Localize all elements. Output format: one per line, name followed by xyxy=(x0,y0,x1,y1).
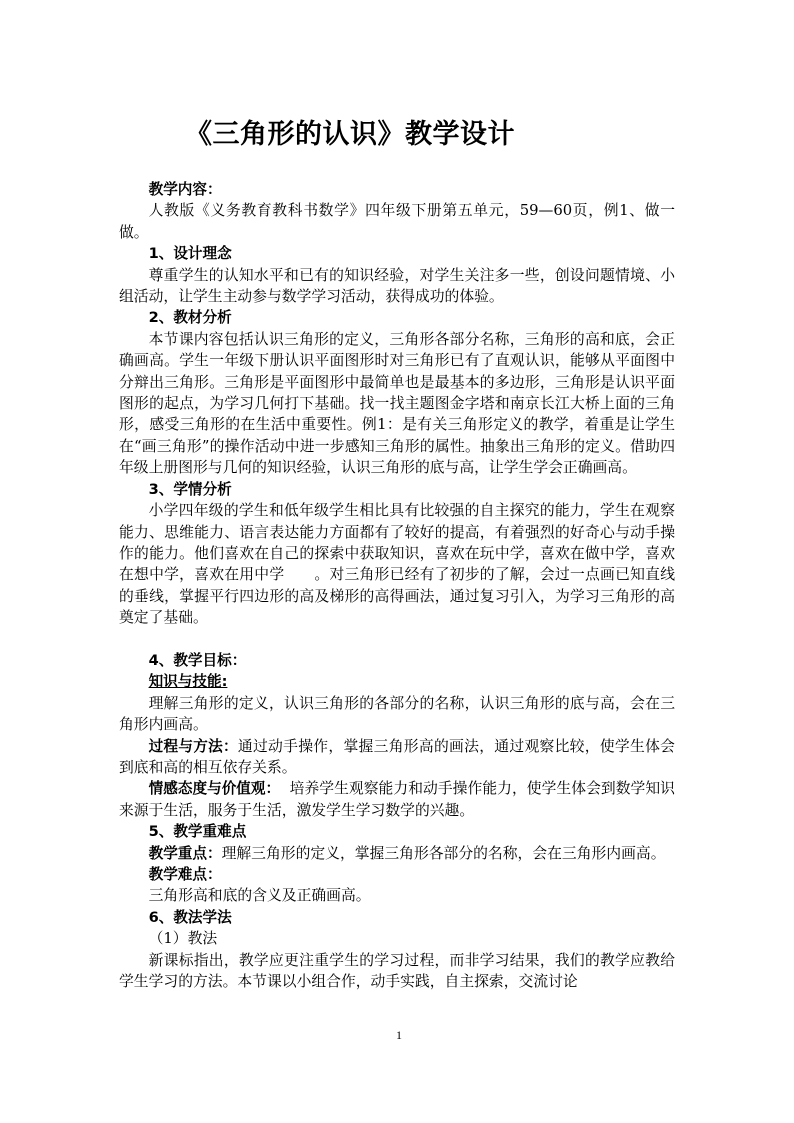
document-title: 《三角形的认识》教学设计 xyxy=(185,119,515,150)
section-text-concept: 尊重学生的认知水平和已有的知识经验，对学生关注多一些，创设问题情境、小组活动，让学生主动参与数学学习活动，获得成功的体验。 xyxy=(119,266,675,306)
goal-process xyxy=(119,736,675,779)
goal-knowledge-heading: 知识与技能: xyxy=(148,673,228,691)
keypoint-difficult-text: 三角形高和底的含义及正确画高。 xyxy=(148,887,371,905)
section-heading-goals: 4、教学目标： xyxy=(148,651,247,669)
section-heading-content: 教学内容： xyxy=(148,181,222,198)
section-heading-material: 2、教材分析 xyxy=(148,309,232,327)
section-text-material: 本节课内容包括认识三角形的定义，三角形各部分名称，三角形的高和底，会正确画高。学生一年级下册认识平面图形时对三角形已有了直观认识，能够从平面图中分辩出三角形。三角形是平面图形中最简单也是最基本的多边形，三角形是认识平面图形的起点，为学习几何打下基础。找一找主题图金字塔和南京长江大桥上面的三角形，感受三角形的在生活中重要性。例1：是有关三角形定义的教学，着重是让学生在“画三角形”的操作活动中进一步感知三角形的属性。抽象出三角形的定义。借助四年级上册图形与几何的知识经验，认识三角形的底与高，让学生学会正确画高。 xyxy=(119,330,675,477)
section-heading-keypoints: 5、教学重难点 xyxy=(148,823,247,841)
goal-emotion-text: 培养学生观察能力和动手操作能力，使学生体会到数学知识来源于生活，服务于生活，激发学生学习数学的兴趣。 xyxy=(119,780,675,819)
goal-emotion xyxy=(119,778,675,821)
goal-emotion-heading: 情感态度与价值观： xyxy=(148,780,281,798)
keypoint-key xyxy=(119,843,675,864)
goal-knowledge-text: 理解三角形的定义，认识三角形的各部分的名称，认识三角形的底与高，会在三角形内画高。 xyxy=(119,694,675,734)
keypoint-key-heading: 教学重点： xyxy=(148,844,222,862)
section-text-students: 小学四年级的学生和低年级学生相比具有比较强的自主探究的能力，学生在观察能力、思维能力、语言表达能力方面都有了较好的提高，有着强烈的好奇心与动手操作的能力。他们喜欢在自己的探索中获取知识，喜欢在玩中学，喜欢在做中学，喜欢在想中学，喜欢在用中学 。对三角形已经有了初步的了解，会过一点画已知直线的垂线，掌握平行四边形的高及梯形的高得画法，通过复习引入，为学习三角形的高奠定了基础。 xyxy=(119,502,675,627)
blank-line xyxy=(119,629,675,650)
methods-sub-heading: （1）教法 xyxy=(148,930,218,948)
section-heading-concept: 1、设计理念 xyxy=(148,245,232,263)
goal-process-text: 通过动手操作，掌握三角形高的画法，通过观察比较，使学生体会到底和高的相互依存关系。 xyxy=(119,737,675,776)
methods-text: 新课标指出，教学应更注重学生的学习过程，而非学习结果，我们的教学应教给学生学习的方法。本节课以小组合作，动手实践，自主探索，交流讨论 xyxy=(119,951,675,991)
document-body xyxy=(119,179,675,992)
section-heading-students: 3、学情分析 xyxy=(148,480,232,498)
keypoint-difficult-heading: 教学难点： xyxy=(148,865,222,883)
keypoint-key-text: 理解三角形的定义，掌握三角形各部分的名称，会在三角形内画高。 xyxy=(221,844,666,862)
section-text-content: 人教版《义务教育教科书数学》四年级下册第五单元，59—60页，例1、做一做。 xyxy=(119,202,675,241)
section-heading-methods: 6、教法学法 xyxy=(148,908,232,926)
goal-process-heading: 过程与方法： xyxy=(148,737,238,755)
page-number: 1 xyxy=(396,1028,402,1042)
